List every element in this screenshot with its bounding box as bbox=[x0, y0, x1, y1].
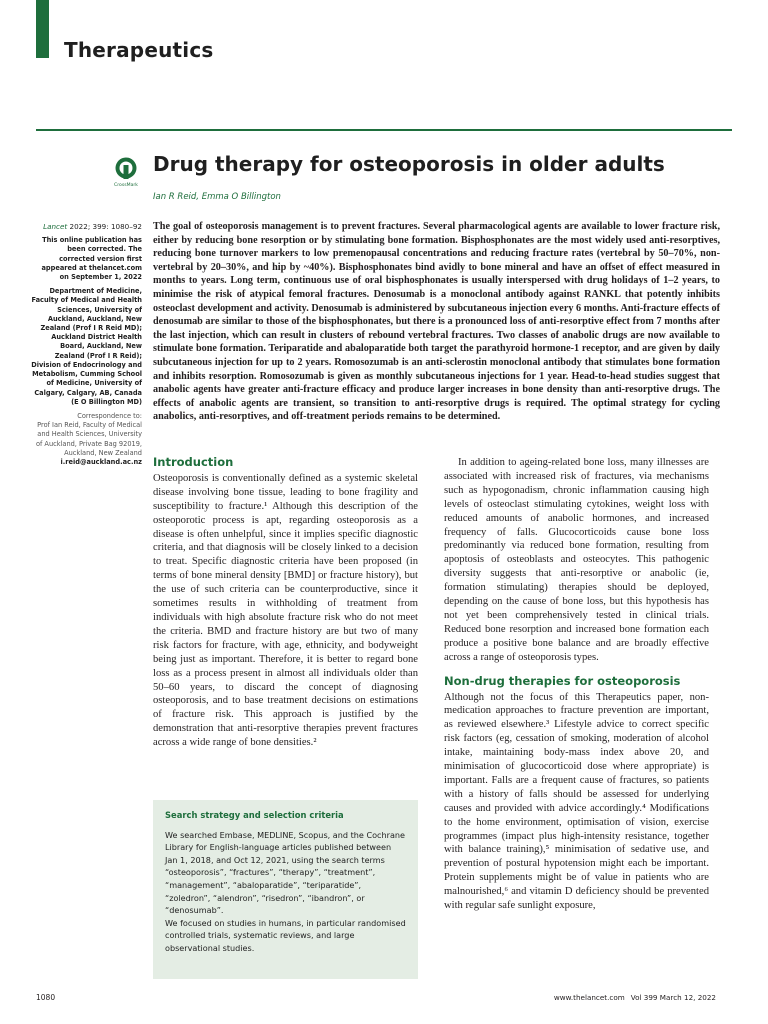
correspondence-label: Correspondence to: bbox=[77, 412, 142, 421]
journal-site[interactable]: www.thelancet.com bbox=[553, 993, 625, 1002]
citation-details: 2022; 399: 1080–92 bbox=[67, 222, 142, 231]
body-column-left bbox=[153, 456, 418, 750]
article-title: Drug therapy for osteoporosis in older adults bbox=[153, 152, 665, 176]
issue-date: March 12, 2022 bbox=[659, 993, 716, 1002]
correction-note: This online publication has been corrected. The corrected version first appeared at thelancet.com on September 1, 2022 bbox=[41, 236, 142, 281]
body-column-right bbox=[444, 456, 709, 913]
non-drug-paragraph: Although not the focus of this Therapeutics paper, non-medication approaches to fracture prevention are important, as reviewed elsewhere.³ Lifestyle advice to correct specific risk factors (eg, cessation of smoking, moderation of alcohol intake, maintaining body-mass index above 20, and minimisation of glucocorticoid dose where appropriate) is important. Falls are a frequent cause of fractures, so patients with a history of falls should be assessed for underlying causes and provided with advice accordingly.⁴ Modifications to the home environment, optimisation of vision, exercise programmes (impact plus high-intensity resistance, together with balance training),⁵ minimisation of sedative use, and prevention of postural hypotension might each be important. Protein supplements might be of value in patients who are malnourished,⁶ and vitamin D deficiency should be prevented with regular safe sunlight exposure, bbox=[444, 691, 709, 912]
citation bbox=[30, 222, 142, 232]
introduction-paragraph: Osteoporosis is conventionally defined as a systemic skeletal disease involving bone tissue, leading to bone fragility and susceptibility to fracture.¹ Although this description of the osteoporotic process is apt, regarding osteoporosis as a disease is often unhelpful, since it implies specific diagnostic criteria, and that diagnosis will be closely linked to a decision to treat. Specific diagnostic criteria have been proposed (in terms of bone mineral density [BMD] or fracture history), but the use of such criteria can be counterproductive, since it sometimes results in withholding of treatment from individuals with high absolute fracture risk who do not meet the criteria. BMD and fracture history are but two of many risk factors for fracture, with age, ethnicity, and bodyweight being just as important. Therefore, it is better to regard bone loss as a process present in almost all individuals older than 50–60 years, to discard the concept of diagnosing osteoporosis, and to base treatment decisions on estimations of fracture risk. This approach is justified by the demonstration that anti-resorptive therapies prevent fractures across a wide range of bone densities.² bbox=[153, 472, 418, 749]
introduction-heading: Introduction bbox=[153, 455, 234, 469]
abstract: The goal of osteoporosis management is to prevent fractures. Several pharmacological agents are available to lower fracture risk, either by reducing bone resorption or by stimulating bone formation. Bisphosphonates are the most widely used anti-resorptives, reducing bone turnover markers to low premenopausal concentrations and reducing fracture rates (vertebral by 50–70%, non-vertebral by 20–30%, and hip by ~40%). Bisphosphonates bind avidly to bone mineral and have an offset of effect measured in months to years. Long term, continuous use of oral bisphosphonates is usually interspersed with drug holidays of 1–2 years, to minimise the risk of atypical femoral fractures. Denosumab is a monoclonal antibody against RANKL that potently inhibits osteoclast development and activity. Denosumab is administered by subcutaneous injection every 6 months. Anti-fracture effects of denosumab are similar to those of the bisphosphonates, but there is a pronounced loss of anti-resorptive effect from 7 months after the last injection, which can result in clusters of rebound vertebral fractures. Two classes of anabolic drugs are now available to stimulate bone formation. Teriparatide and abaloparatide both target the parathyroid hormone-1 receptor, and are given by daily subcutaneous injection for up to 2 years. Romosozumab is an anti-sclerostin monoclonal antibody that stimulates bone formation and inhibits resorption. Romosozumab is given as monthly subcutaneous injections for 1 year. Head-to-head studies suggest that anabolic agents have greater anti-fracture efficacy and produce larger increases in bone density than anti-resorptive drugs. The effects of anabolic agents are transient, so transition to anti-resorptive drugs is required. The optimal strategy for cycling anabolics, anti-resorptives, and off-treatment periods remains to be determined. bbox=[153, 221, 720, 423]
article-sidebar bbox=[30, 222, 142, 472]
correspondence-address: Prof Ian Reid, Faculty of Medical and Health Sciences, University of Auckland, Private Bag 92019, Auckland, New Zealand bbox=[35, 421, 142, 457]
section-title: Therapeutics bbox=[64, 38, 214, 62]
correspondence bbox=[30, 412, 142, 467]
crossmark-icon[interactable] bbox=[112, 156, 140, 188]
search-strategy-heading: Search strategy and selection criteria bbox=[165, 810, 344, 820]
citation-journal: Lancet bbox=[43, 222, 68, 231]
search-strategy-focus: We focused on studies in humans, in particular randomised controlled trials, systematic reviews, and large observational studies. bbox=[165, 917, 406, 953]
page-number: 1080 bbox=[36, 993, 56, 1002]
header-divider bbox=[36, 129, 732, 131]
page-footer bbox=[554, 993, 716, 1002]
volume: Vol 399 bbox=[630, 993, 658, 1002]
non-drug-heading: Non-drug therapies for osteoporosis bbox=[444, 673, 681, 688]
author-affiliations: Department of Medicine, Faculty of Medical and Health Sciences, University of Auckland, Auckland, New Zealand (Prof I R Reid MD); Auckland District Health Board, Auckland, New Zealand (Prof I R Reid); Division of Endocrinology and Metabolism, Cumming School of Medicine, University of Calgary, Calgary, AB, Canada (E O Billington MD) bbox=[31, 287, 142, 406]
search-strategy-panel bbox=[153, 800, 418, 979]
ageing-paragraph: In addition to ageing-related bone loss, many illnesses are associated with increased risk of fractures, via mechanisms such as hypogonadism, chronic inflammation causing high levels of osteoclast stimulating cytokines, weight loss with reduced amounts of anabolic hormones, and increased frequency of falls. Glucocorticoids cause bone loss predominantly via reduced bone formation, resulting from apoptosis of osteoblasts and osteocytes. This pathogenic diversity suggests that anti-resorptive or anabolic (ie, formation stimulating) therapies should be deployed, depending on the cause of bone loss, but this hypothesis has not yet been comprehensively tested in clinical trials. Reduced bone resorption and increased bone formation each produce a positive bone balance and are broadly effective across a range of osteoporosis types. bbox=[444, 457, 709, 663]
crossmark-label: CrossMark bbox=[114, 183, 138, 188]
correspondence-email[interactable]: i.reid@auckland.ac.nz bbox=[60, 458, 142, 467]
article-authors: Ian R Reid, Emma O Billington bbox=[153, 192, 281, 202]
section-color-bar bbox=[36, 0, 49, 58]
search-strategy-text: We searched Embase, MEDLINE, Scopus, and the Cochrane Library for English-language articles published between Jan 1, 2018, and Oct 12, 2021, using the search terms “osteoporosis”, “fractures”, “therapy”, “treatment”, “management”, “abaloparatide”, “teriparatide”, “zoledron”, “alendron”, “risedron”, “ibandron”, or “denosumab”. bbox=[165, 829, 406, 916]
